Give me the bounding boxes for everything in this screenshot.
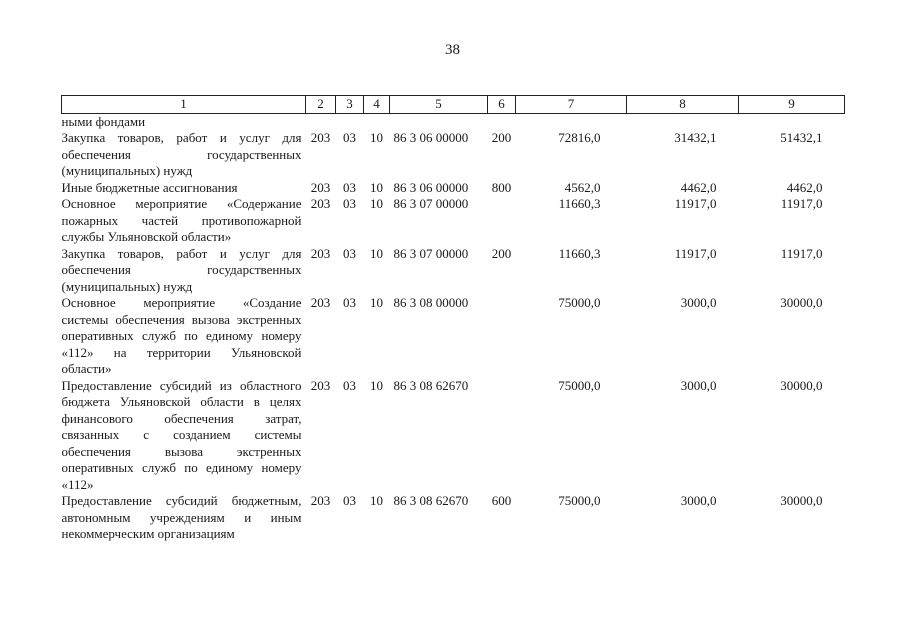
cell-amount-col7: 4562,0 [564,179,601,195]
cell-ministry-code: 203 [310,130,331,145]
cell-expense-type: 600 [491,493,512,508]
cell-section: 03 [343,196,356,211]
cell-target-article [390,113,488,130]
column-header: 1 [62,96,306,114]
cell-expense-type: 200 [491,130,512,145]
budget-table [61,95,845,543]
row-description: Иные бюджетные ассигнования [61,179,238,195]
cell-target-article: 86 3 06 00000 [393,130,469,145]
cell-section: 03 [343,377,356,393]
cell-subsection: 10 [370,295,383,310]
row-description: Предоставление субсидий из областного бюджета Ульяновской области в целях финансового обеспечения затрат, связанных с созданием системы обеспечения вызова экстренных оперативных служб по единому номеру «112» [61,377,302,492]
column-header: 8 [627,96,739,114]
cell-ministry-code: 203 [310,196,331,211]
table-row [62,113,845,130]
cell-ministry-code: 203 [310,179,331,195]
cell-subsection: 10 [370,179,383,195]
column-header: 7 [516,96,627,114]
cell-section: 03 [343,295,356,310]
cell-subsection [364,113,390,130]
cell-amount-col8 [627,113,739,130]
cell-amount-col8: 3000,0 [680,377,717,393]
row-description: ными фондами [61,113,146,129]
cell-section: 03 [343,130,356,145]
cell-amount-col7: 75000,0 [558,377,601,393]
cell-expense-type [488,113,516,130]
cell-expense-type [488,295,516,378]
table-header-row [62,96,845,114]
column-header: 4 [364,96,390,114]
cell-subsection: 10 [370,196,383,211]
page-number: 38 [445,42,460,58]
cell-amount-col7: 75000,0 [558,493,601,508]
row-description: Основное мероприятие «Создание системы обеспечения вызова экстренных оперативных служб по единому номеру «112» на территории Ульяновской области» [61,295,302,376]
cell-subsection: 10 [370,130,383,145]
cell-amount-col8: 3000,0 [680,493,717,508]
cell-amount-col7: 75000,0 [558,295,601,310]
cell-expense-type [488,196,516,246]
column-header: 6 [488,96,516,114]
cell-subsection: 10 [370,377,383,393]
cell-section: 03 [343,245,356,261]
cell-target-article: 86 3 08 62670 [393,493,469,508]
cell-amount-col8: 31432,1 [674,130,717,145]
cell-ministry-code: 203 [310,377,331,393]
row-description: Закупка товаров, работ и услуг для обеспечения государственных (муниципальных) нужд [61,130,302,178]
cell-ministry-code: 203 [310,245,331,261]
table-row [62,378,845,494]
cell-expense-type: 800 [491,179,512,195]
cell-amount-col9 [739,113,845,130]
column-header: 9 [739,96,845,114]
cell-amount-col9: 11917,0 [780,245,823,261]
cell-ministry-code: 203 [310,493,331,508]
table-row [62,130,845,180]
row-description: Предоставление субсидий бюджетным, автономным учреждениям и иным некоммерческим организациям [61,493,302,541]
cell-target-article: 86 3 07 00000 [393,196,469,211]
table-row [62,196,845,246]
cell-amount-col7 [516,113,627,130]
cell-ministry-code [306,113,336,130]
cell-target-article: 86 3 07 00000 [393,245,469,261]
table-row [62,246,845,296]
cell-amount-col7: 72816,0 [558,130,601,145]
cell-subsection: 10 [370,245,383,261]
cell-amount-col9: 51432,1 [780,130,823,145]
cell-expense-type: 200 [491,245,512,261]
cell-amount-col8: 4462,0 [680,179,717,195]
row-description: Закупка товаров, работ и услуг для обеспечения государственных (муниципальных) нужд [61,245,302,294]
cell-ministry-code: 203 [310,295,331,310]
column-header: 2 [306,96,336,114]
cell-amount-col8: 11917,0 [674,245,717,261]
cell-amount-col8: 11917,0 [674,196,717,211]
cell-amount-col9: 4462,0 [786,179,823,195]
cell-amount-col9: 30000,0 [780,493,823,508]
row-description: Основное мероприятие «Содержание пожарных частей противопожарной службы Ульяновской области» [61,196,302,244]
cell-amount-col9: 30000,0 [780,295,823,310]
cell-section [336,113,364,130]
cell-amount-col7: 11660,3 [558,245,601,261]
table-row [62,493,845,543]
cell-amount-col9: 30000,0 [780,377,823,393]
cell-subsection: 10 [370,493,383,508]
cell-amount-col7: 11660,3 [558,196,601,211]
column-header: 3 [336,96,364,114]
column-header: 5 [390,96,488,114]
cell-amount-col9: 11917,0 [780,196,823,211]
table-row [62,295,845,378]
table-row [62,180,845,197]
cell-target-article: 86 3 08 62670 [393,377,469,393]
cell-section: 03 [343,179,356,195]
cell-target-article: 86 3 08 00000 [393,295,469,310]
cell-expense-type [488,378,516,494]
cell-target-article: 86 3 06 00000 [393,179,469,195]
cell-amount-col8: 3000,0 [680,295,717,310]
cell-section: 03 [343,493,356,508]
